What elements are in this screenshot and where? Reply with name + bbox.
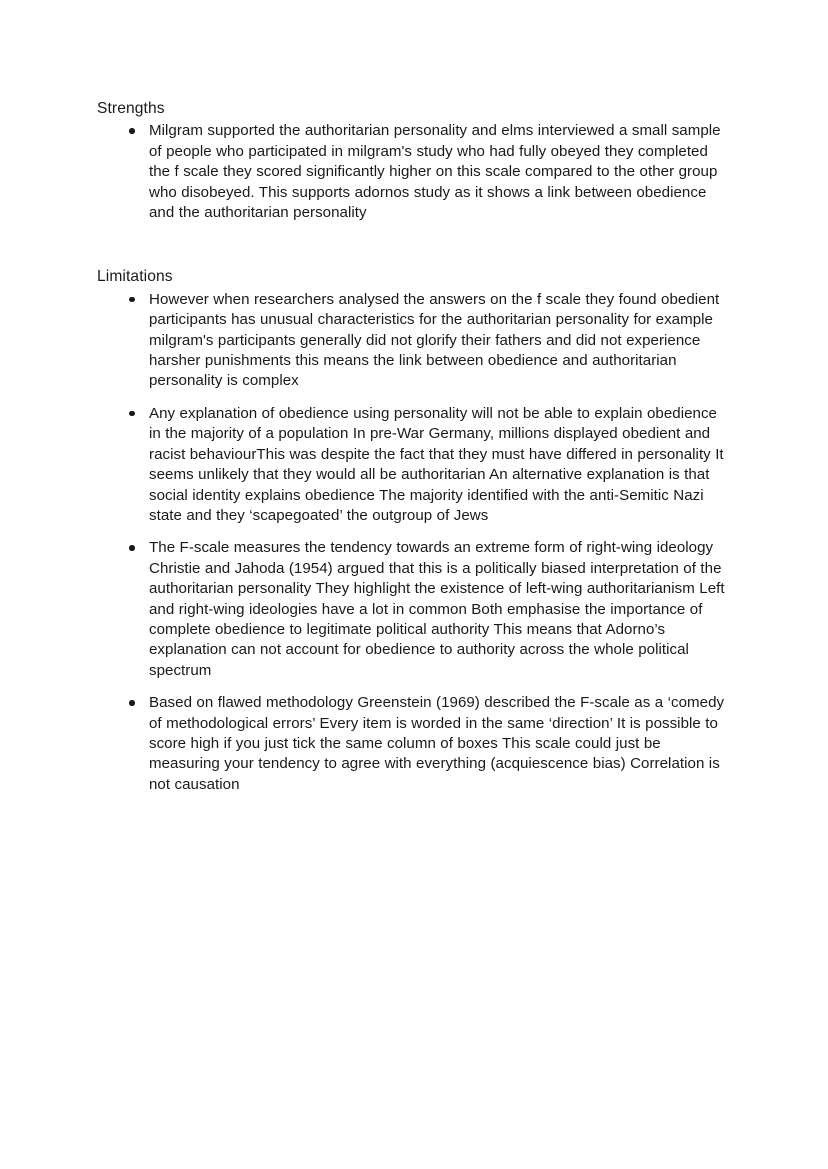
bullet-point-icon: [129, 297, 135, 303]
document-content: [97, 99, 731, 795]
list-item: [97, 121, 731, 223]
bullet-point-icon: [129, 545, 135, 551]
list-item-text: Milgram supported the authoritarian personality and elms interviewed a small sample of people who participated in milgram's study who had fully obeyed they completed the f scale they scored significantly higher on this scale compared to the other group who disobeyed. This supports adornos study as it shows a link between obedience and the authoritarian personality: [149, 122, 721, 222]
list-item-text: However when researchers analysed the answers on the f scale they found obedient participants has unusual characteristics for the authoritarian personality for example milgram's participants generally did not glorify their fathers and did not experience harsher punishments this means the link between obedience and authoritarian personality is complex: [149, 290, 720, 390]
list-item-text: The F-scale measures the tendency towards an extreme form of right-wing ideology Christie and Jahoda (1954) argued that this is a politically biased interpretation of the authoritarian personality They highlight the existence of left-wing authoritarianism Left and right-wing ideologies have a lot in common Both emphasise the importance of complete obedience to legitimate political authority This means that Adorno’s explanation can not account for obedience to authority across the whole political spectrum: [149, 539, 725, 679]
section-strengths: [97, 99, 731, 223]
section-limitations: [97, 267, 731, 795]
section-heading-limitations: Limitations: [97, 268, 173, 286]
list-item: [97, 693, 731, 795]
bullet-list-limitations: [97, 290, 731, 795]
bullet-point-icon: [129, 411, 135, 417]
bullet-point-icon: [129, 128, 135, 134]
section-heading-strengths: Strengths: [97, 100, 165, 117]
bullet-point-icon: [129, 700, 135, 706]
list-item-text: Any explanation of obedience using personality will not be able to explain obedience in the majority of a population In pre-War Germany, millions displayed obedient and racist behaviourThis was despite the fact that they must have differed in personality It seems unlikely that they would all be authoritarian An alternative explanation is that social identity explains obedience The majority identified with the anti-Semitic Nazi state and they ‘scapegoated’ the outgroup of Jews: [149, 404, 724, 524]
bullet-list-strengths: [97, 121, 731, 223]
list-item-text: Based on flawed methodology Greenstein (1969) described the F-scale as a ‘comedy of methodological errors’ Every item is worded in the same ‘direction’ It is possible to score high if you just tick the same column of boxes This scale could just be measuring your tendency to agree with everything (acquiescence bias) Correlation is not causation: [149, 694, 725, 793]
list-item: [97, 290, 731, 392]
list-item: [97, 538, 731, 681]
list-item: [97, 404, 731, 526]
